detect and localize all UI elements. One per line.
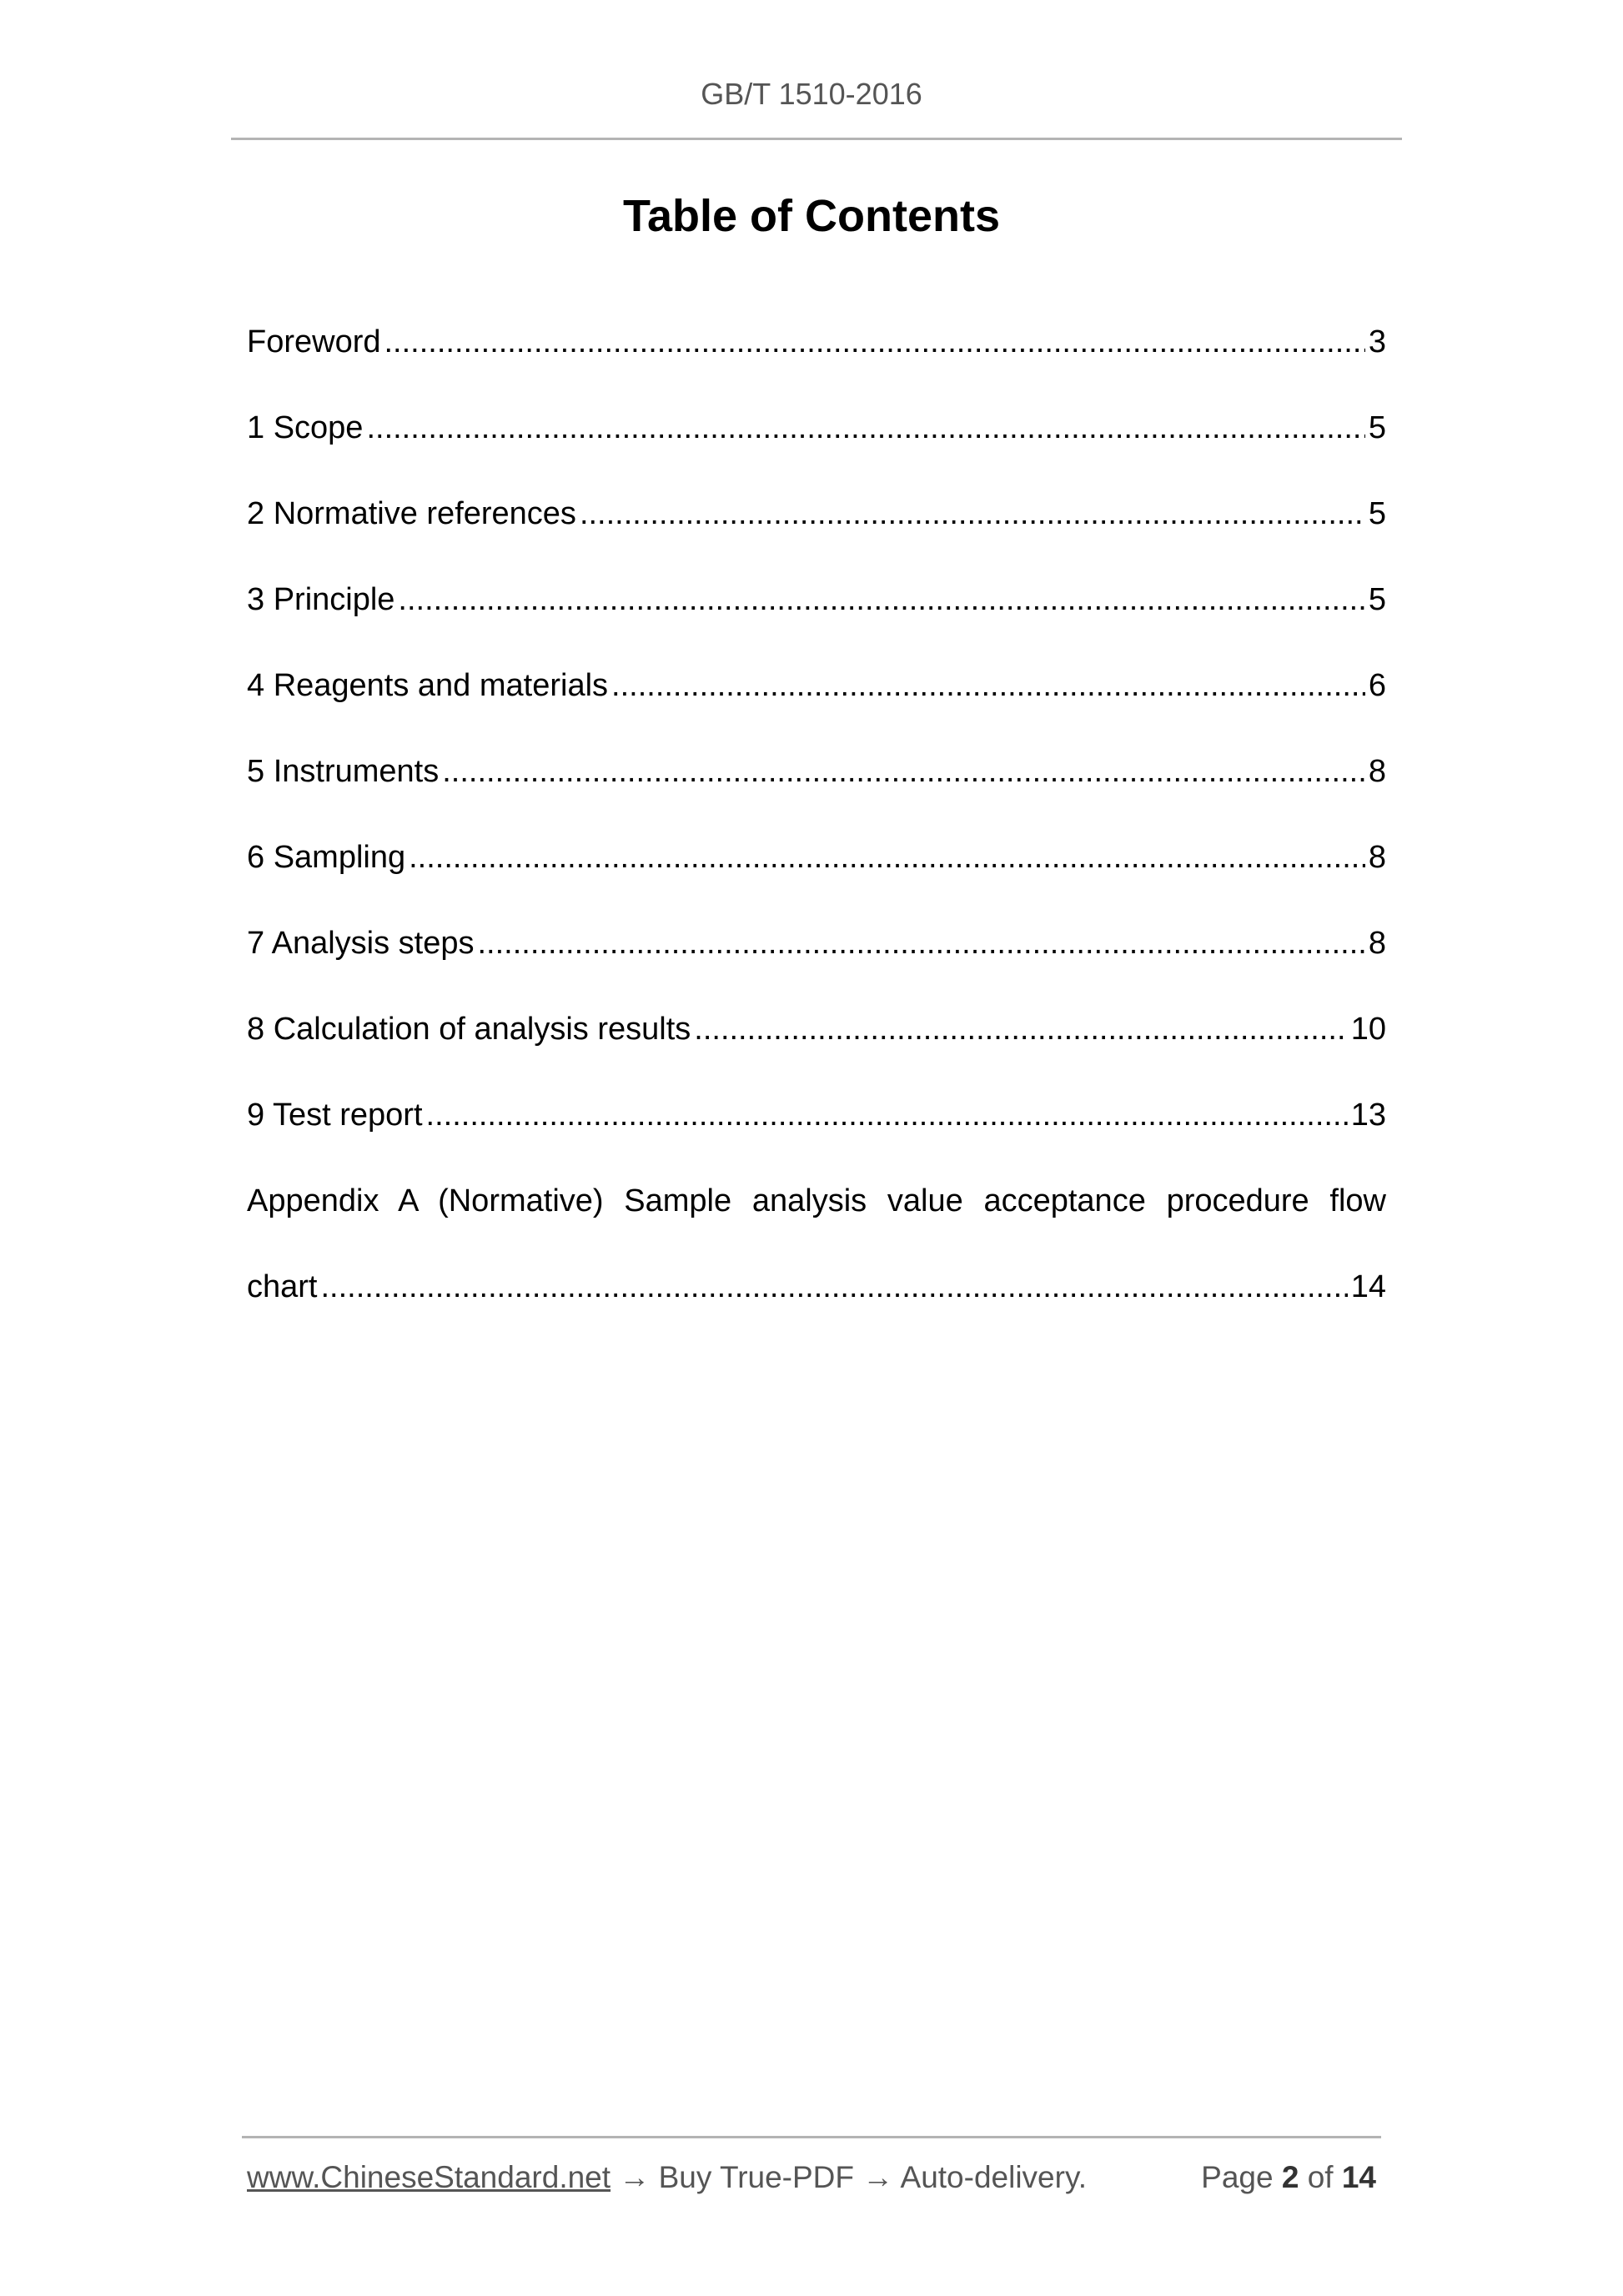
page-current: 2	[1281, 2160, 1299, 2194]
toc-entry-foreword[interactable]	[247, 321, 1386, 407]
toc-leader-dots	[477, 922, 1364, 964]
toc-entry-label: 2 Normative references	[247, 496, 576, 531]
page-title: Table of Contents	[623, 191, 1000, 241]
toc-entry-reagents[interactable]	[247, 665, 1386, 751]
toc-leader-dots	[694, 1008, 1347, 1050]
toc-entry-appendix-a-cont[interactable]	[247, 1266, 1386, 1352]
page-indicator	[1201, 2160, 1376, 2195]
footer-promo-text: → Buy True-PDF → Auto-delivery.	[611, 2160, 1087, 2194]
footer-promo	[247, 2160, 1087, 2195]
toc-entry-label: 1 Scope	[247, 410, 364, 445]
footer-divider	[242, 2136, 1381, 2138]
toc-entry-normative-references[interactable]	[247, 493, 1386, 579]
toc-entry-scope[interactable]	[247, 407, 1386, 493]
of-word: of	[1307, 2160, 1334, 2194]
page-word: Page	[1201, 2160, 1274, 2194]
toc-entry-page: 8	[1368, 754, 1386, 789]
toc-entry-sampling[interactable]	[247, 837, 1386, 922]
table-of-contents	[247, 321, 1386, 1352]
toc-leader-dots	[320, 1266, 1347, 1308]
toc-leader-dots	[384, 321, 1365, 363]
toc-leader-dots	[611, 665, 1365, 706]
toc-entry-page: 10	[1350, 1012, 1386, 1047]
toc-entry-label: 3 Principle	[247, 582, 395, 617]
toc-entry-test-report[interactable]	[247, 1094, 1386, 1180]
toc-entry-page: 14	[1350, 1269, 1386, 1304]
toc-entry-instruments[interactable]	[247, 751, 1386, 837]
toc-leader-dots	[580, 493, 1365, 535]
toc-entry-label: 5 Instruments	[247, 754, 440, 789]
toc-entry-page: 5	[1368, 496, 1386, 531]
header-divider	[231, 138, 1402, 140]
toc-entry-page: 5	[1368, 410, 1386, 445]
page-header: GB/T 1510-2016	[701, 77, 922, 111]
page-footer	[247, 2160, 1376, 2195]
toc-entry-label: 9 Test report	[247, 1098, 423, 1133]
toc-entry-page: 3	[1368, 324, 1386, 359]
toc-entry-page: 13	[1350, 1098, 1386, 1133]
toc-leader-dots	[426, 1094, 1348, 1136]
toc-entry-page: 5	[1368, 582, 1386, 617]
toc-entry-label: 4 Reagents and materials	[247, 668, 609, 703]
toc-entry-calculation[interactable]	[247, 1008, 1386, 1094]
toc-leader-dots	[398, 579, 1364, 620]
toc-entry-label-line1: Appendix A (Normative) Sample analysis value acceptance procedure flow	[247, 1183, 1386, 1218]
website-link[interactable]: www.ChineseStandard.net	[247, 2160, 611, 2194]
toc-entry-page: 8	[1368, 840, 1386, 875]
toc-entry-page: 6	[1368, 668, 1386, 703]
toc-entry-principle[interactable]	[247, 579, 1386, 665]
toc-entry-label: 6 Sampling	[247, 840, 406, 875]
toc-entry-label: 8 Calculation of analysis results	[247, 1012, 691, 1047]
toc-entry-appendix-a[interactable]	[247, 1180, 1386, 1266]
toc-entry-page: 8	[1368, 926, 1386, 961]
toc-entry-analysis-steps[interactable]	[247, 922, 1386, 1008]
toc-leader-dots	[442, 751, 1365, 792]
toc-leader-dots	[409, 837, 1365, 878]
toc-leader-dots	[366, 407, 1364, 449]
toc-entry-label-line2: chart	[247, 1269, 318, 1304]
toc-entry-label: 7 Analysis steps	[247, 926, 475, 961]
toc-entry-label: Foreword	[247, 324, 381, 359]
page-total: 14	[1341, 2160, 1376, 2194]
